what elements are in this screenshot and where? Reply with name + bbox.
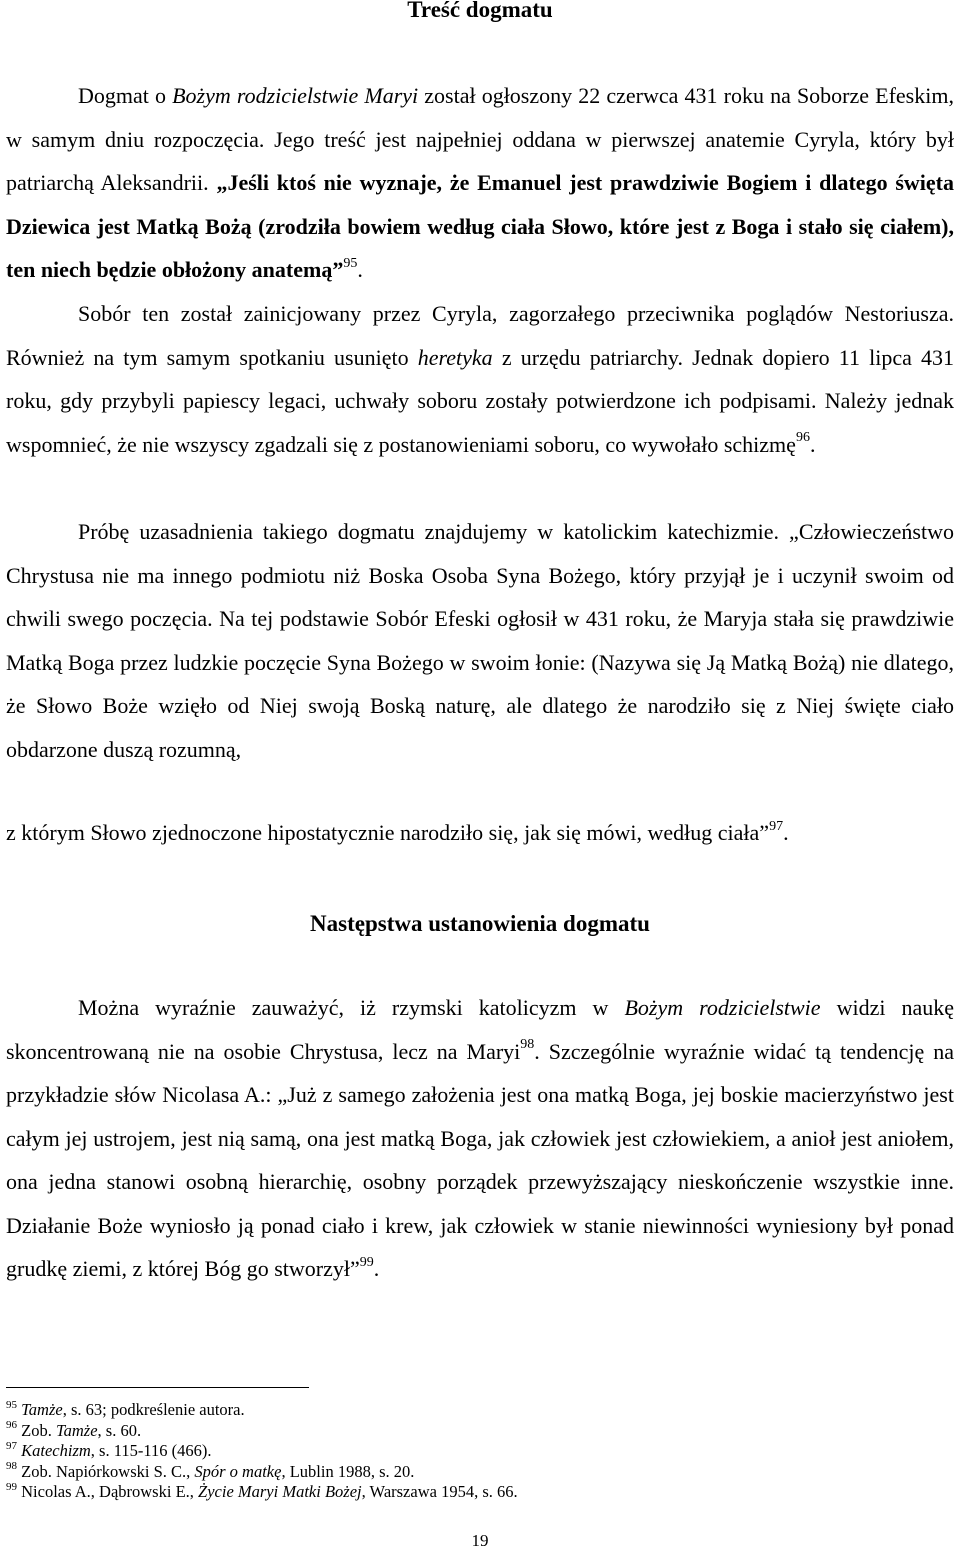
paragraph-dogma-proclamation: Dogmat o Bożym rodzicielstwie Maryi został ogłoszony 22 czerwca 431 roku na Soborze Efeskim, w samym dniu rozpoczęcia. Jego treść jest najpełniej oddana w pierwszej anatemie Cyryla, który był patriarchą Aleksandrii. „Jeśli ktoś nie wyznaje, że Emanuel jest prawdziwie Bogiem i dlatego święta Dziewica jest Matką Bożą (zrodziła bowiem według ciała Słowo, które jest z Boga i stało się ciałem), ten niech będzie obłożony anatemą”$^{95}$.: [6, 83, 954, 282]
footnote-97: $^{97}$ Katechizm, s. 115-116 (466).: [6, 1439, 212, 1460]
footnote-95: $^{95}$ Tamże, s. 63; podkreślenie autora.: [6, 1398, 245, 1419]
paragraph-council-history: Sobór ten został zainicjowany przez Cyryla, zagorzałego przeciwnika poglądów Nestoriusza. Również na tym samym spotkaniu usunięto heretyka z urzędu patriarchy. Jednak dopiero 11 lipca 431 roku, gdy przybyli papiescy legaci, uchwały soboru zostały potwierdzone ich podpisami. Należy jednak wspomnieć, że nie wszyscy zgadzali się z postanowieniami soboru, co wywołało schizmę$^{96}$.: [6, 301, 954, 457]
anathema-quote: „Jeśli ktoś nie wyznaje, że Emanuel jest prawdziwie Bogiem i dlatego święta Dziewica jest Matką Bożą (zrodziła bowiem według ciała Słowo, które jest z Boga i stało się ciałem), ten niech będzie obłożony anatemą”: [6, 170, 954, 282]
section-heading-dogma-content: Treść dogmatu: [407, 0, 553, 22]
footnote-ref-98: 98: [520, 1037, 535, 1053]
footnote-96: $^{96}$ Zob. Tamże, s. 60.: [6, 1419, 142, 1440]
page-number: 19: [471, 1531, 489, 1550]
footnotes: [6, 1400, 954, 1503]
footnote-ref-96: 96: [795, 430, 810, 446]
section-heading-consequences: Następstwa ustanowienia dogmatu: [310, 911, 650, 936]
footnote-ref-99: 99: [359, 1254, 374, 1270]
footnote-98: $^{98}$ Zob. Napiórkowski S. C., Spór o matkę, Lublin 1988, s. 20.: [6, 1460, 415, 1481]
footnote-99: $^{99}$ Nicolas A., Dąbrowski E., Życie Maryi Matki Bożej, Warszawa 1954, s. 66.: [6, 1480, 518, 1501]
footnote-divider: [6, 1387, 309, 1388]
footnote-ref-97: 97: [769, 818, 784, 834]
paragraph-consequences: Można wyraźnie zauważyć, iż rzymski katolicyzm w Bożym rodzicielstwie widzi naukę skoncentrowaną nie na osobie Chrystusa, lecz na Maryi$^{98}$. Szczególnie wyraźnie widać tą tendencję na przykładzie słów Nicolasa A.: „Już z samego założenia jest ona matką Boga, jej boskie macierzyństwo jest całym jej ustrojem, jest nią samą, ona jest matką Boga, jak człowiek jest człowiekiem, a anioł jest aniołem, ona jedna stanowi osobną hierarchię, osobny porządek przewyższający nieskończenie wszystkie inne. Działanie Boże wyniosło ją ponad ciało i krew, jak człowiek w stanie niewinności wyniesiony był ponad grudkę ziemi, z której Bóg go stworzył”$^{99}$.: [6, 995, 955, 1281]
paragraph-catechism-quote-end: z którym Słowo zjednoczone hipostatycznie narodziło się, jak się mówi, według ciała”$^{97}$.: [6, 818, 789, 845]
paragraph-catechism-quote: Próbę uzasadnienia takiego dogmatu znajdujemy w katolickim katechizmie. „Człowieczeństwo Chrystusa nie ma innego podmiotu niż Boska Osoba Syna Bożego, który przyjął je i uczynił swoim od chwili swego poczęcia. Na tej podstawie Sobór Efeski ogłosił w 431 roku, że Maryja stała się prawdziwie Matką Boga przez ludzkie poczęcie Syna Bożego w swoim łonie: (Nazywa się Ją Matką Bożą) nie dlatego, że Słowo Boże wzięło od Niej swoją Boską naturę, ale dlatego że narodziło się z Niej święte ciało obdarzone duszą rozumną,: [6, 519, 954, 762]
footnote-ref-95: 95: [343, 255, 358, 271]
